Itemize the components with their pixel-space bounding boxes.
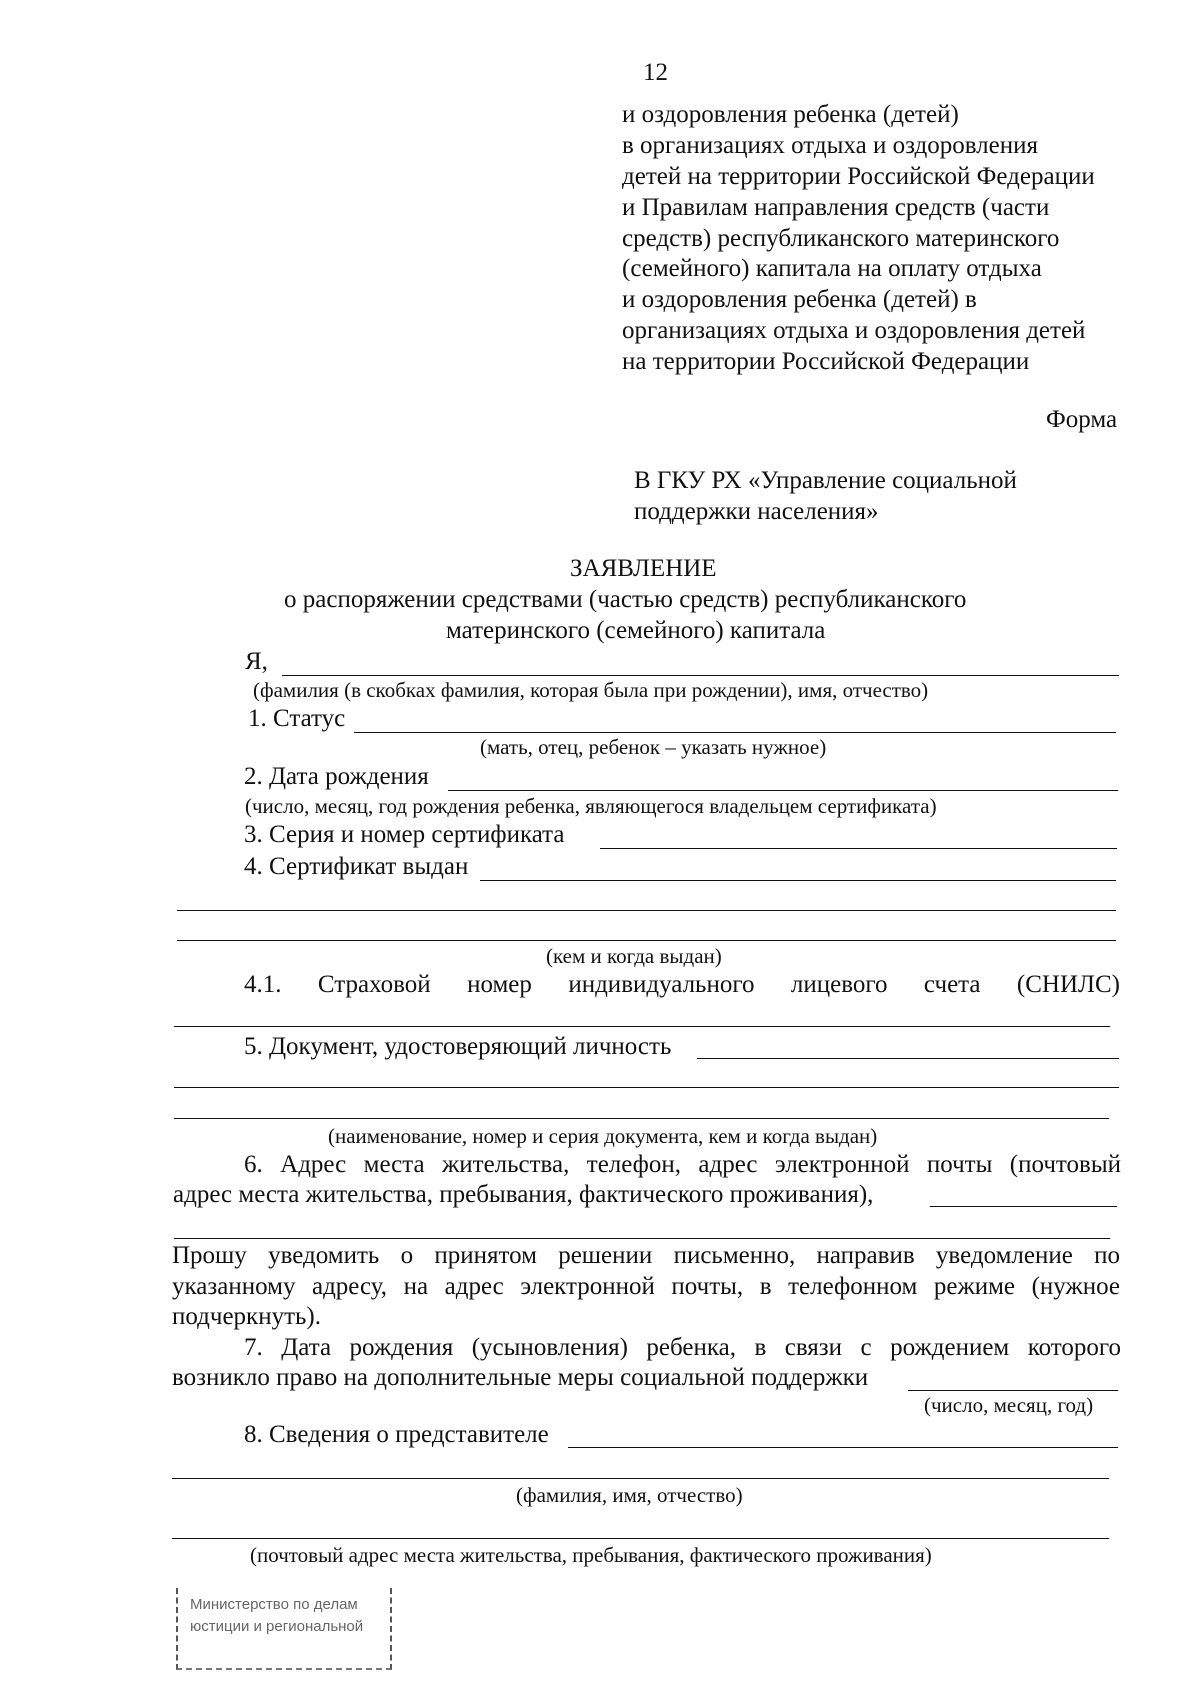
address-field-line2[interactable]	[174, 1238, 1110, 1239]
cert-issued-field[interactable]	[480, 880, 1116, 881]
addressee-line: поддержки населения»	[634, 498, 879, 525]
birth-date-field[interactable]	[448, 790, 1118, 791]
document-subtitle: о распоряжении средствами (частью средств) республиканского	[284, 586, 967, 613]
appendix-line: детей на территории Российской Федерации	[622, 163, 1095, 190]
stamp-line: Министерство по делам	[190, 1596, 358, 1613]
child-birth-text: возникло право на дополнительные меры социальной поддержки	[172, 1364, 869, 1391]
id-doc-field-line2[interactable]	[174, 1087, 1119, 1088]
ministry-stamp	[176, 1588, 392, 1670]
applicant-name-field[interactable]	[282, 675, 1119, 676]
notify-text: Прошу уведомить о принятом решении письменно, направив уведомление по	[172, 1242, 1120, 1269]
status-field[interactable]	[354, 732, 1116, 733]
appendix-line: и оздоровления ребенка (детей) в	[622, 286, 977, 313]
rep-label: 8. Сведения о представителе	[244, 1421, 549, 1448]
document-subtitle: материнского (семейного) капитала	[446, 617, 826, 644]
birth-label: 2. Дата рождения	[244, 763, 429, 790]
appendix-line: (семейного) капитала на оплату отдыха	[622, 255, 1042, 282]
appendix-line: средств) республиканского материнского	[622, 225, 1060, 252]
status-caption: (мать, отец, ребенок – указать нужное)	[480, 735, 827, 759]
addressee-line: В ГКУ РХ «Управление социальной	[634, 467, 1017, 494]
appendix-line: в организациях отдыха и оздоровления	[622, 132, 1039, 159]
page-number: 12	[643, 59, 668, 86]
id-doc-field-line3[interactable]	[174, 1118, 1109, 1119]
child-birth-caption: (число, месяц, год)	[924, 1393, 1094, 1417]
snils-label: 4.1. Страховой номер индивидуального лицевого счета (СНИЛС)	[244, 971, 1120, 998]
appendix-line: на территории Российской Федерации	[622, 348, 1030, 375]
address-line: 6. Адрес места жительства, телефон, адрес электронной почты (почтовый	[244, 1151, 1121, 1178]
cert-number-label: 3. Серия и номер сертификата	[244, 821, 565, 848]
birth-caption: (число, месяц, год рождения ребенка, являющегося владельцем сертификата)	[245, 794, 937, 818]
cert-issued-field-line3[interactable]	[177, 940, 1116, 941]
status-label: 1. Статус	[248, 705, 346, 732]
child-birth-text: 7. Дата рождения (усыновления) ребенка, в связи с рождением которого	[244, 1334, 1121, 1361]
rep-address-field[interactable]	[172, 1538, 1109, 1539]
notify-text: подчеркнуть).	[172, 1303, 321, 1330]
stamp-line: юстиции и региональной	[190, 1618, 364, 1635]
rep-field[interactable]	[568, 1447, 1118, 1448]
notify-text: указанному адресу, на адрес электронной почты, в телефонном режиме (нужное	[172, 1273, 1120, 1300]
appendix-line: и Правилам направления средств (части	[622, 194, 1050, 221]
cert-issued-field-line2[interactable]	[177, 910, 1116, 911]
rep-name-field[interactable]	[172, 1478, 1109, 1479]
address-line: адрес места жительства, пребывания, фактического проживания),	[173, 1181, 874, 1208]
appendix-line: организациях отдыха и оздоровления детей	[622, 317, 1086, 344]
applicant-prefix: Я,	[245, 648, 268, 675]
id-doc-caption: (наименование, номер и серия документа, кем и когда выдан)	[328, 1124, 878, 1148]
id-doc-label: 5. Документ, удостоверяющий личность	[244, 1033, 672, 1060]
rep-name-caption: (фамилия, имя, отчество)	[516, 1483, 743, 1507]
rep-address-caption: (почтовый адрес места жительства, пребывания, фактического проживания)	[250, 1543, 932, 1567]
cert-issued-label: 4. Сертификат выдан	[244, 853, 469, 880]
id-doc-field[interactable]	[697, 1058, 1119, 1059]
appendix-line: и оздоровления ребенка (детей)	[622, 101, 959, 128]
address-field[interactable]	[930, 1206, 1117, 1207]
cert-issued-caption: (кем и когда выдан)	[546, 944, 722, 968]
snils-field[interactable]	[174, 1026, 1110, 1027]
form-label: Форма	[1046, 406, 1118, 433]
cert-number-field[interactable]	[600, 848, 1117, 849]
document-title: ЗАЯВЛЕНИЕ	[570, 555, 717, 582]
child-birth-field[interactable]	[908, 1390, 1118, 1391]
applicant-caption: (фамилия (в скобках фамилия, которая была при рождении), имя, отчество)	[253, 678, 929, 702]
